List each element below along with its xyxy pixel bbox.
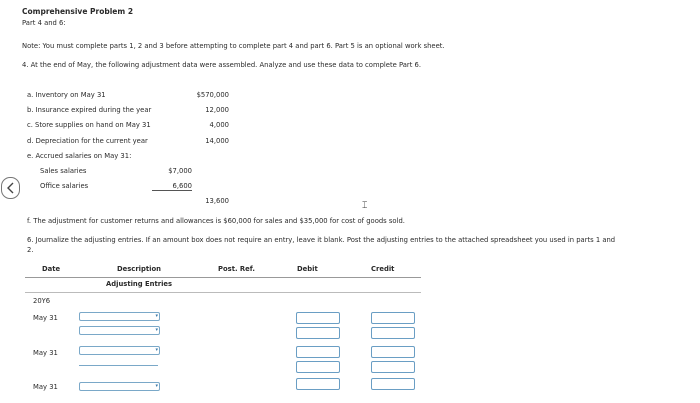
adjustment-d-label: d. Depreciation for the current year	[27, 137, 148, 145]
entry-3-debit-amount-input[interactable]	[296, 378, 340, 390]
col-header-debit: Debit	[297, 265, 318, 273]
entry-3-date: May 31	[33, 383, 58, 391]
entry-1-debit-line-credit-input[interactable]	[371, 312, 415, 324]
chevron-down-icon: ▾	[155, 383, 158, 389]
journal-year: 20Y6	[33, 297, 51, 305]
chevron-down-icon: ▾	[155, 313, 158, 319]
adjustment-c-value: 4,000	[209, 121, 229, 129]
entry-2-debit-account-select[interactable]	[79, 346, 160, 355]
section-divider	[25, 292, 421, 293]
text-cursor-icon: ⌶	[362, 201, 368, 211]
adjustment-d-value: 14,000	[205, 137, 229, 145]
back-button[interactable]	[1, 177, 20, 199]
entry-2-credit-account-select[interactable]	[79, 359, 158, 366]
entry-2-credit-amount-input[interactable]	[371, 361, 415, 373]
part-label: Part 4 and 6:	[22, 19, 66, 27]
entry-2-date: May 31	[33, 349, 58, 357]
office-salaries-label: Office salaries	[40, 182, 89, 190]
sales-salaries-label: Sales salaries	[40, 167, 87, 175]
adjustment-a-label: a. Inventory on May 31	[27, 91, 106, 99]
col-header-credit: Credit	[371, 265, 395, 273]
entry-2-debit-line-credit-input[interactable]	[371, 346, 415, 358]
sales-salaries-value: $7,000	[168, 167, 192, 175]
note-text: Note: You must complete parts 1, 2 and 3 before attempting to complete part 4 and part 6. Part 5 is an optional work sheet.	[22, 42, 445, 50]
entry-1-debit-amount-input[interactable]	[296, 312, 340, 324]
question-4-text: 4. At the end of May, the following adjustment data were assembled. Analyze and use these data to complete Part 6.	[22, 61, 422, 69]
adjustment-e-label: e. Accrued salaries on May 31:	[27, 152, 132, 160]
entry-2-debit-amount-input[interactable]	[296, 346, 340, 358]
adjustment-b-label: b. Insurance expired during the year	[27, 106, 152, 114]
adjustment-c-label: c. Store supplies on hand on May 31	[27, 121, 151, 129]
section-label: Adjusting Entries	[106, 280, 173, 288]
entry-1-credit-line-debit-input[interactable]	[296, 327, 340, 339]
entry-1-credit-account-select[interactable]	[79, 326, 160, 335]
entry-1-credit-amount-input[interactable]	[371, 327, 415, 339]
question-6-text-cont: 2.	[27, 246, 34, 254]
entry-1-date: May 31	[33, 314, 58, 322]
accrued-salaries-total: 13,600	[205, 197, 229, 205]
office-salaries-value: 6,600	[152, 182, 192, 191]
adjustment-f-text: f. The adjustment for customer returns and allowances is $60,000 for sales and $35,000 for cost of goods sold.	[27, 217, 405, 225]
entry-3-credit-amount-input[interactable]	[371, 378, 415, 390]
entry-1-debit-account-select[interactable]	[79, 312, 160, 321]
entry-3-debit-account-select[interactable]	[79, 382, 160, 391]
problem-title: Comprehensive Problem 2	[22, 7, 134, 16]
header-divider	[25, 277, 421, 278]
adjustment-a-value: $570,000	[196, 91, 229, 99]
entry-2-credit-line-debit-input[interactable]	[296, 361, 340, 373]
col-header-post-ref: Post. Ref.	[218, 265, 255, 273]
chevron-down-icon: ▾	[155, 347, 158, 353]
adjustment-b-value: 12,000	[205, 106, 229, 114]
col-header-description: Description	[117, 265, 161, 273]
col-header-date: Date	[42, 265, 61, 273]
question-6-text: 6. Journalize the adjusting entries. If an amount box does not require an entry, leave it blank. Post the adjusting entries to the attached spreadsheet you used in parts 1 and	[27, 236, 616, 244]
chevron-left-icon	[6, 182, 15, 194]
chevron-down-icon: ▾	[155, 327, 158, 333]
